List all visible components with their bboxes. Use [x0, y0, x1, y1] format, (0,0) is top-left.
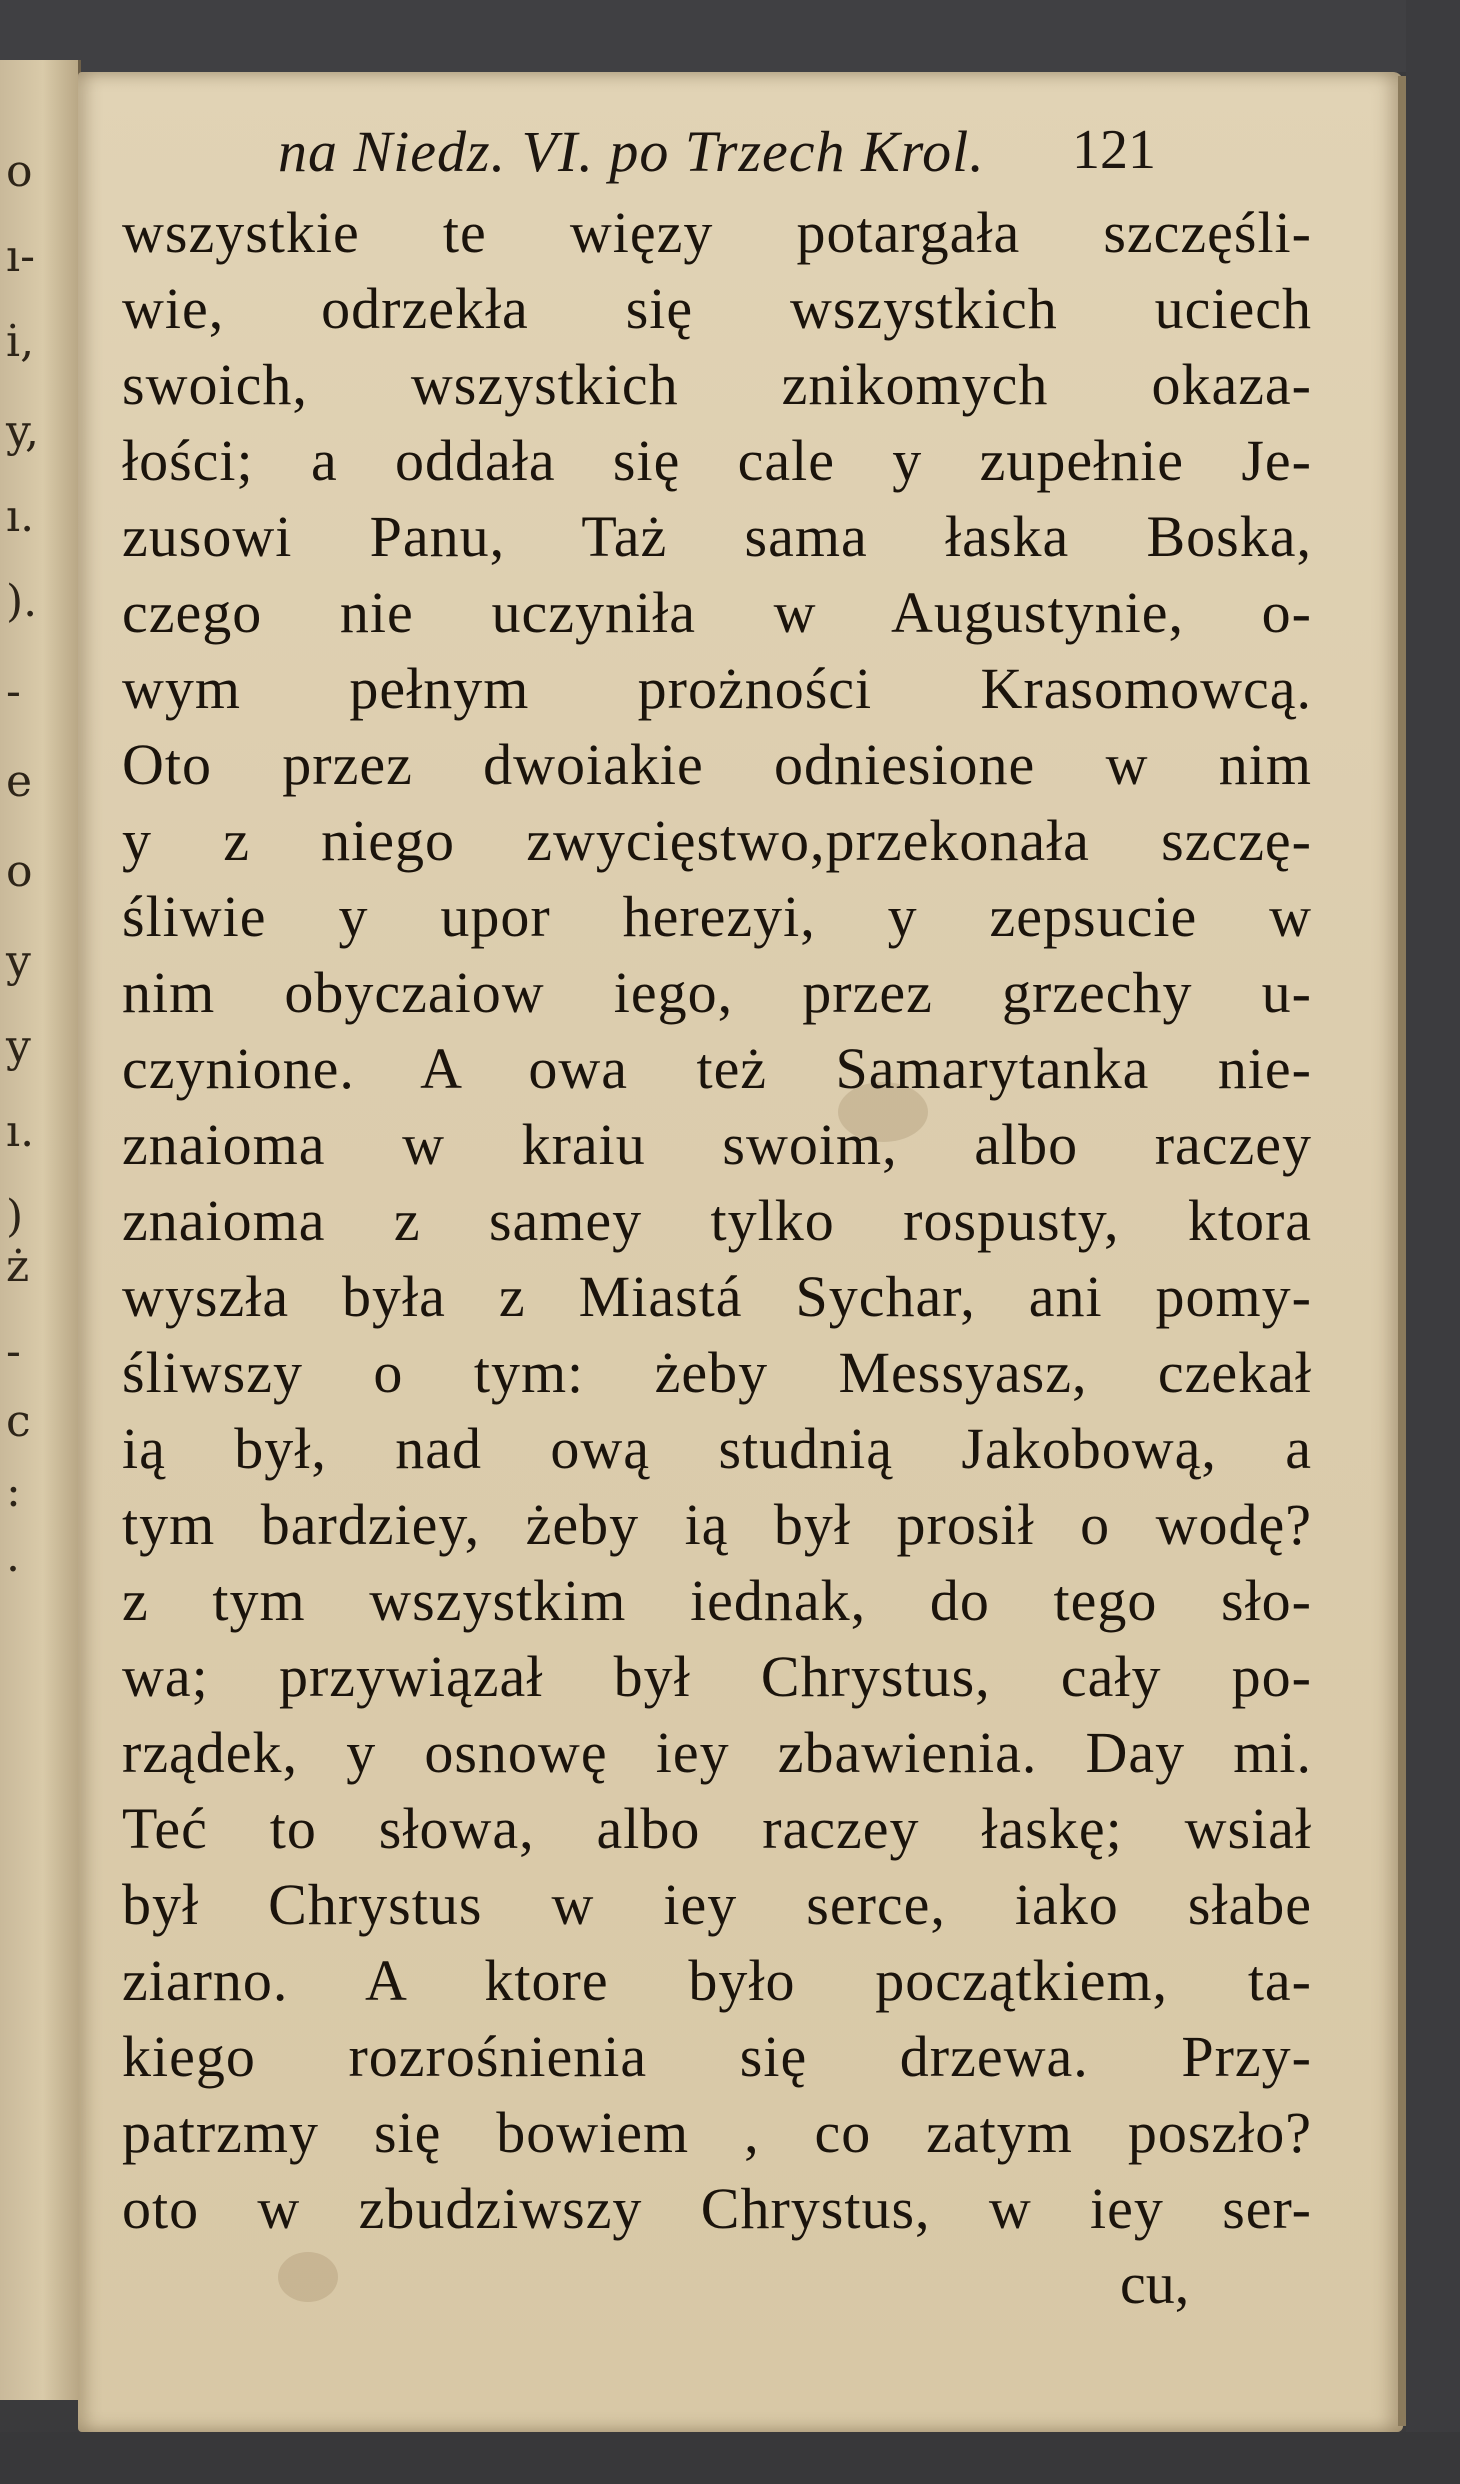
running-head [200, 118, 1300, 198]
text-line: oto w zbudziwszy Chrystus, w iey ser- [122, 2176, 1312, 2241]
text-line: nim obyczaiow iego, przez grzechy u- [122, 960, 1312, 1025]
text-line: wa; przywiązał był Chrystus, cały po- [122, 1644, 1312, 1709]
catchword: cu, [1120, 2251, 1190, 2316]
prev-page-fragment: - [6, 666, 21, 717]
text-line: ią był, nad ową studnią Jakobową, a [122, 1416, 1312, 1481]
text-line: Teć to słowa, albo raczey łaskę; wsiał [122, 1796, 1312, 1861]
text-line: był Chrystus w iey serce, iako słabe [122, 1872, 1312, 1937]
text-line: rządek, y osnowę iey zbawienia. Day mi. [122, 1720, 1312, 1785]
text-line: wie, odrzekła się wszystkich uciech [122, 276, 1312, 341]
prev-page-fragment: ) [6, 1191, 24, 1242]
text-line: wszystkie te więzy potargała szczęśli- [122, 200, 1312, 265]
text-line: znaioma w kraiu swoim, albo raczey [122, 1112, 1312, 1177]
scanner-background-top [0, 0, 1460, 72]
text-line: swoich, wszystkich znikomych okaza- [122, 352, 1312, 417]
prev-page-fragment: e [6, 756, 33, 807]
text-line: czego nie uczyniła w Augustynie, o- [122, 580, 1312, 645]
text-line: z tym wszystkim iednak, do tego sło- [122, 1568, 1312, 1633]
prev-page-fragment: ı. [6, 1106, 35, 1157]
prev-page-fragment: ż [6, 1241, 30, 1292]
text-line: ziarno. A ktore było początkiem, ta- [122, 1948, 1312, 2013]
text-line: tym bardziey, żeby ią był prosił o wodę? [122, 1492, 1312, 1557]
text-line: wyszła była z Miastá Sychar, ani pomy- [122, 1264, 1312, 1329]
text-line: śliwszy o tym: żeby Messyasz, czekał [122, 1340, 1312, 1405]
paper-stain [278, 2252, 338, 2302]
prev-page-fragment: . [6, 1531, 20, 1582]
text-line: zusowi Panu, Taż sama łaska Boska, [122, 504, 1312, 569]
page-fore-edge [1398, 76, 1406, 2426]
text-line: śliwie y upor herezyi, y zepsucie w [122, 884, 1312, 949]
prev-page-fragment: - [6, 1326, 21, 1377]
previous-page-edge [0, 60, 81, 2400]
running-head-title: na Niedz. VI. po Trzech Krol. [278, 119, 985, 184]
scanner-background-bottom [0, 2432, 1460, 2484]
text-line: kiego rozrośnienia się drzewa. Przy- [122, 2024, 1312, 2089]
prev-page-fragment: o [6, 146, 33, 197]
prev-page-fragment: o [6, 846, 33, 897]
prev-page-fragment: y [6, 936, 31, 987]
prev-page-fragment: c [6, 1396, 31, 1447]
text-line: łości; a oddała się cale y zupełnie Je- [122, 428, 1312, 493]
text-line: patrzmy się bowiem , co zatym poszło? [122, 2100, 1312, 2165]
prev-page-fragment: i, [6, 316, 35, 367]
page-number: 121 [1072, 119, 1156, 181]
prev-page-fragment: ). [6, 576, 38, 627]
text-line: znaioma z samey tylko rospusty, ktora [122, 1188, 1312, 1253]
prev-page-fragment: y, [6, 406, 39, 457]
prev-page-fragment: ı. [6, 491, 35, 542]
text-line: czynione. A owa też Samarytanka nie- [122, 1036, 1312, 1101]
text-line: y z niego zwycięstwo,przekonała szczę- [122, 808, 1312, 873]
text-line: wym pełnym prożności Krasomowcą. [122, 656, 1312, 721]
prev-page-fragment: y [6, 1021, 31, 1072]
text-line: Oto przez dwoiakie odniesione w nim [122, 732, 1312, 797]
scanner-background-right [1406, 0, 1460, 2484]
prev-page-fragment: : [6, 1466, 21, 1517]
prev-page-fragment: ı- [6, 231, 35, 282]
